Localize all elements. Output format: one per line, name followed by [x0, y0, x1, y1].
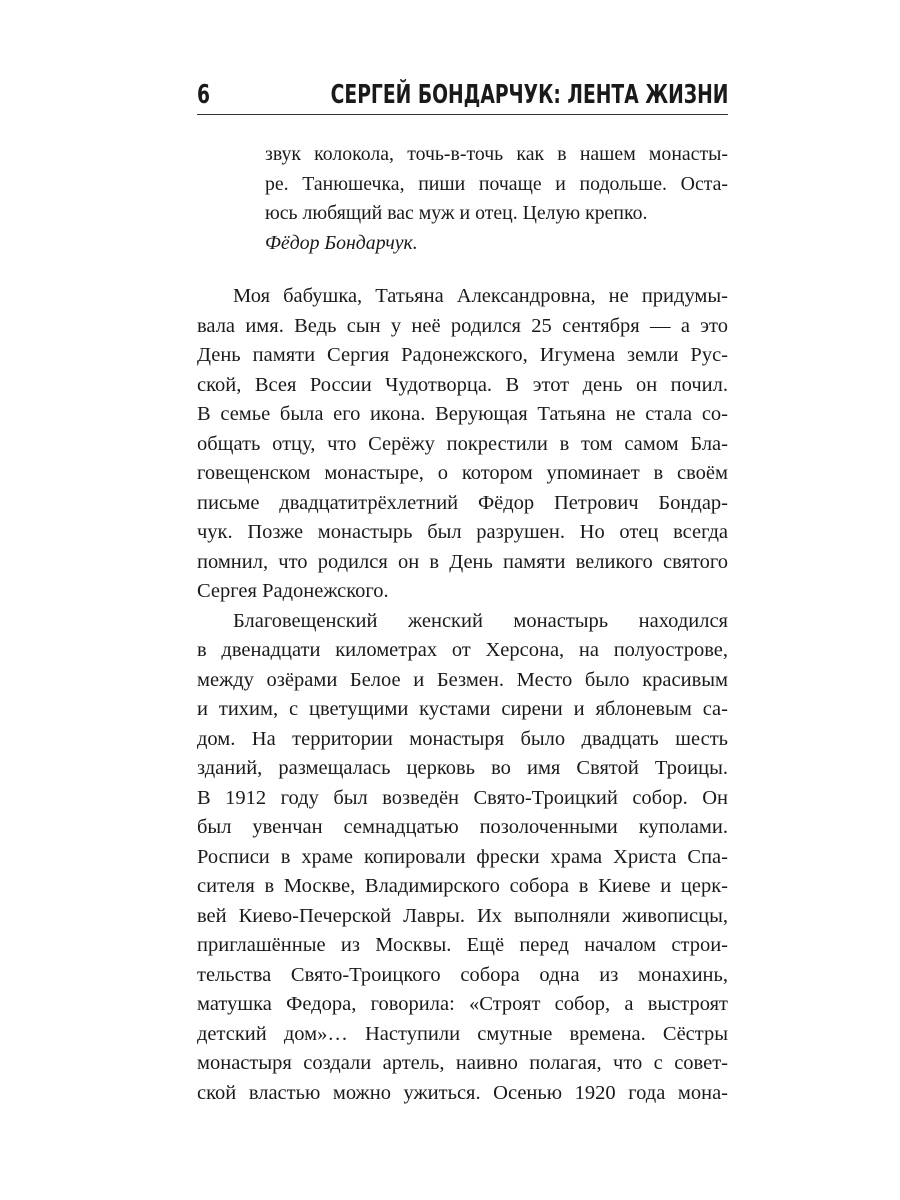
- paragraph-1: [197, 282, 728, 607]
- text-line: тельства Свято-Троицкого собора одна из монахинь,: [197, 963, 728, 986]
- text-line: вала имя. Ведь сын у неё родился 25 сентября — а это: [197, 314, 728, 337]
- text-line: зданий, размещалась церковь во имя Святой Троицы.: [197, 757, 728, 779]
- running-title: СЕРГЕЙ БОНДАРЧУК: ЛЕНТА ЖИЗНИ: [330, 80, 728, 110]
- text-line: приглашённые из Москвы. Ещё перед началом строи-: [197, 934, 728, 956]
- page-header: [197, 76, 728, 115]
- text-line: Сергея Радонежского.: [197, 580, 389, 602]
- text-line: говещенском монастыре, о котором упоминает в своём: [197, 462, 728, 484]
- letter-signature: Фёдор Бондарчук.: [265, 231, 418, 254]
- text-line: Благовещенский женский монастырь находился: [233, 609, 728, 632]
- text-line: между озёрами Белое и Безмен. Место было красивым: [197, 668, 728, 691]
- text-line: сителя в Москве, Владимирского собора в Киеве и церк-: [197, 875, 728, 897]
- text-line: чук. Позже монастырь был разрушен. Но отец всегда: [197, 521, 728, 543]
- text-line: помнил, что родился он в День памяти великого святого: [197, 550, 728, 573]
- text-line: ской властью можно ужиться. Осенью 1920 года мона-: [197, 1081, 728, 1104]
- text-line: В 1912 году был возведён Свято-Троицкий собор. Он: [197, 786, 728, 809]
- text-line: ской, Всея России Чудотворца. В этот день он почил.: [197, 373, 728, 396]
- text-line: был увенчан семнадцатью позолоченными куполами.: [197, 816, 728, 838]
- text-line: монастыря создали артель, наивно полагая, что с совет-: [197, 1052, 728, 1074]
- text-line: в двенадцати километрах от Херсона, на полуострове,: [197, 639, 728, 661]
- letter-line: ре. Танюшечка, пиши почаще и подольше. Оста-: [265, 172, 728, 195]
- letter-line: юсь любящий вас муж и отец. Целую крепко.: [265, 202, 648, 224]
- text-line: В семье была его икона. Верующая Татьяна не стала со-: [197, 403, 728, 425]
- letter-excerpt: [265, 140, 728, 258]
- text-line: общать отцу, что Серёжу покрестили в том самом Бла-: [197, 432, 728, 455]
- text-line: Росписи в храме копировали фрески храма Христа Спа-: [197, 845, 728, 868]
- page-number: 6: [197, 80, 211, 110]
- paragraph-2: [197, 607, 728, 1109]
- text-line: дом. На территории монастыря было двадцать шесть: [197, 727, 728, 750]
- text-line: детский дом»… Наступили смутные времена. Сёстры: [197, 1022, 728, 1045]
- text-line: матушка Федора, говорила: «Строят собор, а выстроят: [197, 993, 728, 1015]
- text-line: и тихим, с цветущими кустами сирени и яблоневым са-: [197, 698, 728, 720]
- text-line: письме двадцатитрёхлетний Фёдор Петрович Бондар-: [197, 491, 728, 514]
- text-line: Моя бабушка, Татьяна Александровна, не придумы-: [233, 285, 728, 307]
- text-line: вей Киево-Печерской Лавры. Их выполняли живописцы,: [197, 904, 728, 927]
- body-text: [197, 282, 728, 1108]
- letter-line: звук колокола, точь-в-точь как в нашем монасты-: [265, 143, 728, 165]
- text-line: День памяти Сергия Радонежского, Игумена земли Рус-: [197, 344, 728, 366]
